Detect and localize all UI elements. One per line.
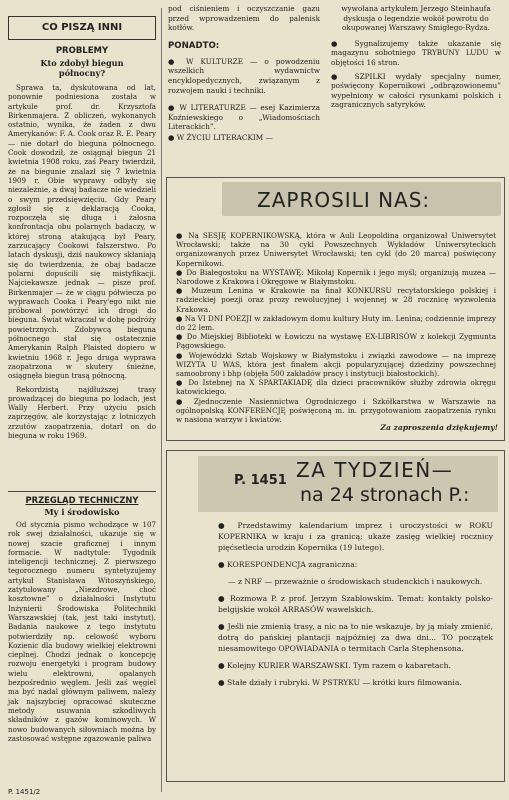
- ponadto-heading: PONADTO:: [168, 40, 220, 51]
- continuation-col3: [331, 4, 501, 110]
- column-divider-vertical: [161, 8, 162, 792]
- co-pisza-inni-header: [8, 16, 156, 40]
- issue-label: P. 1451: [234, 473, 287, 488]
- przeglad-body: Od stycznia pismo wchodzące w 107 rok swej działalności, ukazuje się w nowej szacie graficznej i innym formacie. W nadtytule: Tygodnik inteligencji technicznej. Z pierwszego tegorocznego numeru syntetyzujemy artykuł Stanisława Witoszyńskiego, zatytułowany „Niezdrowe, choć kosztowne” o działalności Instytutu Inżynierii Środowiska Politechniki Warszawskiej (tak, jest taki instytut). Badania naukowe z tego instytutu potwierdziły np. celowość wyboru Kozienic dla budowy wielkiej elektrowni cieplnej. Chodzi jednak o koncepcję rozwoju energetyki i program budowy wielu elektrowni, opalanych bezpośrednio węglem. Jeśli zaś węgiel ma być nadal głównym paliwem, należy jak najszybciej opracować skuteczne metody usuwania szkodliwych składników z gazów kominowych. W nowo budowanych siłowniach można by zastosować wstępne zgazowanie paliwa: [8, 520, 156, 743]
- problemy-body-2: Rekordzistą najdłuższej trasy prowadzącej do bieguna po lodach, jest Wally Herbert. Przy użyciu psich zaprzęgów, ale korzystając z lotniczych zrzutów zaopatrzenia, dotarł on do bieguna w roku 1969.: [8, 384, 156, 440]
- col3-item-szpilki: ● SZPILKI wydały specjalny numer, poświęcony Kopernikowi „odbrązowionemu” wypełniony w całości rysunkami polskich i zagranicznych satyryków.: [331, 71, 502, 110]
- zaprosili-items: [176, 231, 496, 424]
- zatydzien-item-korespondencja: ● KORESPONDENCJA zagraniczna:: [218, 560, 358, 569]
- article-przeglad-techniczny: [8, 495, 156, 743]
- przeglad-heading: PRZEGLĄD TECHNICZNY: [25, 495, 139, 505]
- problemy-heading: PROBLEMY: [55, 46, 109, 56]
- zatydzien-item-rozmowa: ● Rozmowa P. z prof. Jerzym Szablowskim. Temat: kontakty polsko-belgijskie wokół ARRASÓW wawelskich.: [218, 594, 493, 614]
- ponadto-item-literatura: ● W LITERATURZE — esej Kazimierza Koźniewskiego o „Wiadomościach Literackich”.: [168, 103, 320, 132]
- col2-top-text: pod ciśnieniem i oczyszczanie gazu przed wprowadzeniem do palenisk kotłów.: [168, 4, 320, 33]
- zaprosili-item-bialystok: ● Do Białegostoku na WYSTAWĘ: Mikołaj Kopernik i jego myśl; organizują muzea — Narodowe z Krakowa i Okręgowe w Białymstoku.: [176, 267, 496, 287]
- zatydzien-item-opowiadanie: ● Jeśli nie zmienią trasy, a nic na to nie wskazuje, by ją miały zmienić, dotrą do pańskiej plantacji najpóźniej za dwa dni... TO początek niesamowitego OPOWIADANIA o termitach Carla Stephensona.: [218, 622, 493, 653]
- column-divider-horizontal: [8, 491, 156, 492]
- zatydzien-items: [218, 520, 493, 688]
- zaprosili-item-lowicz: ● Do Miejskiej Biblioteki w Łowiczu na wystawę EX-LIBRISÓW z kolekcji Zygmunta Pągowskiego.: [176, 332, 496, 351]
- ponadto-item-kultura: ● W KULTURZE — o powodzeniu wszelkich wydawnictw encyklopedycznych, związanym z rozwojem nauki i techniki.: [168, 56, 320, 95]
- article-problemy: [8, 46, 156, 440]
- zaprosili-item-wizyta: ● Wojewódzki Sztab Wojskowy w Białymstoku i związki zawodowe — na imprezę WIZYTA U WAS, która jest finałem akcji popularyzującej dziedziny powszechnej samoobrony i bhp (objęła 500 zakładów pracy i instytucji białostockich).: [176, 350, 496, 379]
- zaprosili-item-konferencja: ● Zjednoczenie Nasiennictwa Ogrodniczego i Szkółkarstwa w Warszawie na ogólnopolską KONFERENCJĘ poświęconą m. in. przygotowaniom zaopatrzenia rynku w nasiona warzyw i kwiatów.: [176, 396, 497, 425]
- page-number: P. 1451/2: [8, 788, 41, 796]
- zaprosili-title: ZAPROSILI NAS:: [257, 188, 431, 212]
- zaprosili-thanks: Za zaproszenia dziękujemy!: [380, 423, 498, 432]
- zaprosili-item-dni-poezji: ● Na VI DNI POEZJI w zakładowym domu kultury Huty im. Lenina; codziennie imprezy do 22 lem.: [176, 313, 496, 333]
- zatydzien-item-nrf: — z NRF — przeważnie o środowiskach studenckich i naukowych.: [228, 577, 483, 586]
- zatydzien-item-stale: ● Stałe działy i rubryki. W PSTRYKU — krótki kurs filmowania.: [218, 678, 462, 687]
- zaprosili-item-istebna: ● Do Istebnej na X SPARTAKIADĘ dla dzieci pracowników służby zdrowia okręgu katowickiego.: [176, 378, 496, 397]
- zatydzien-title-line1: ZA TYDZIEŃ—: [296, 458, 454, 482]
- continuation-col2: [168, 4, 320, 143]
- zaprosili-item-sesja: ● Na SESJĘ KOPERNIKOWSKĄ, która w Auli Leopoldina organizował Uniwersytet Wrocławski; także na 30 cykl Powszechnych Wykładów Uniwersyteckich organizowanych przez Uniwersytet Wrocławski; ten cykl (do 20 marca) poświęcony Kopernikowi.: [176, 231, 496, 268]
- problemy-body: Sprawa ta, dyskutowana od lat, ponownie podniesiona została w artykule prof. dr. Krzysztofa Birkenmajera. Z obliczeń, wykonanych ostatnio, wynika, że żaden z dwu Amerykanów: F. A. Cook oraz R. E. Peary — nie dotarł do bieguna północnego. Cook dowodził, że osiągnął biegun 21 kwietnia 1908 roku, zaś Peary twierdził, że na biegunie znalazł się 7 kwietnia 1909 r. Obie wyprawy odbyły się niezależnie, a dwaj badacze nie wiedzieli o swym przedsięwzięciu. Gdy Peary zgłosił się z deklaracją Cooka, rozpoczęła się długa i żałosna konfrontacja obu polarnych badaczy, w której stroną atakującą był Peary, zarzucający Cookowi fałszerstwo. Po latach dyskusji, dziś naukowcy skłaniają się do twierdzenia, że obaj badacze polarni dopuścili się mistyfikacji. Najciekawsze jednak — pisze prof. Birkenmajer — że w ciągu półwiecza po wyprawach Cooka i Peary'ego nikt nie próbował powtórzyć ich drogi do bieguna. Świat wkraczał w dobę podróży powietrznych. Zdobywcą bieguna północnego stał się ostatecznie Amerykanin Ralph Plaisted dopiero w kwietniu 1968 r. Jego druga wyprawa zaopatrzona w skutery śnieżne, osiągnęła biegun trasą północną.: [8, 83, 156, 381]
- zaprosili-item-muzeum-lenina: ● Muzeum Lenina w Krakowie na finał KONKURSU recytatorskiego polskiej i radzieckiej poezji oraz prozy rewolucyjnej i wojennej w 28 rocznicę wyzwolenia Krakowa.: [176, 286, 496, 314]
- zatydzien-title-line2: na 24 stronach P.:: [300, 484, 470, 506]
- co-pisza-inni-title: CO PISZĄ INNI: [41, 22, 123, 33]
- zatydzien-item-kurier: ● Kolejny KURIER WARSZAWSKI. Tym razem o kabaretach.: [218, 661, 451, 670]
- przeglad-subheading: My i środowisko: [44, 507, 120, 517]
- zaprosili-title-band: [222, 182, 501, 216]
- problemy-subheading: Kto zdobył biegun północny?: [40, 58, 124, 78]
- col3-item-trybuna: ● Sygnalizujemy także ukazanie się magazynu sobotniego TRYBUNY LUDU w objętości 16 stron.: [331, 38, 502, 67]
- zatydzien-item-kalendarium: ● Przedstawimy kalendarium imprez i uroczystości w ROKU KOPERNIKA w kraju i za granicą; ukaże zasięg wielkiej rocznicy pięćsetlecia urodzin Kopernika (19 lutego).: [218, 521, 494, 552]
- col3-top-text: wywołana artykułem Jerzego Steinhaufa dyskusja o legendzie wokół powrotu do okupowanej Warszawy Smigłego-Rydza.: [341, 4, 491, 33]
- ponadto-item-zycie: ● W ŻYCIU LITERACKIM —: [168, 132, 273, 142]
